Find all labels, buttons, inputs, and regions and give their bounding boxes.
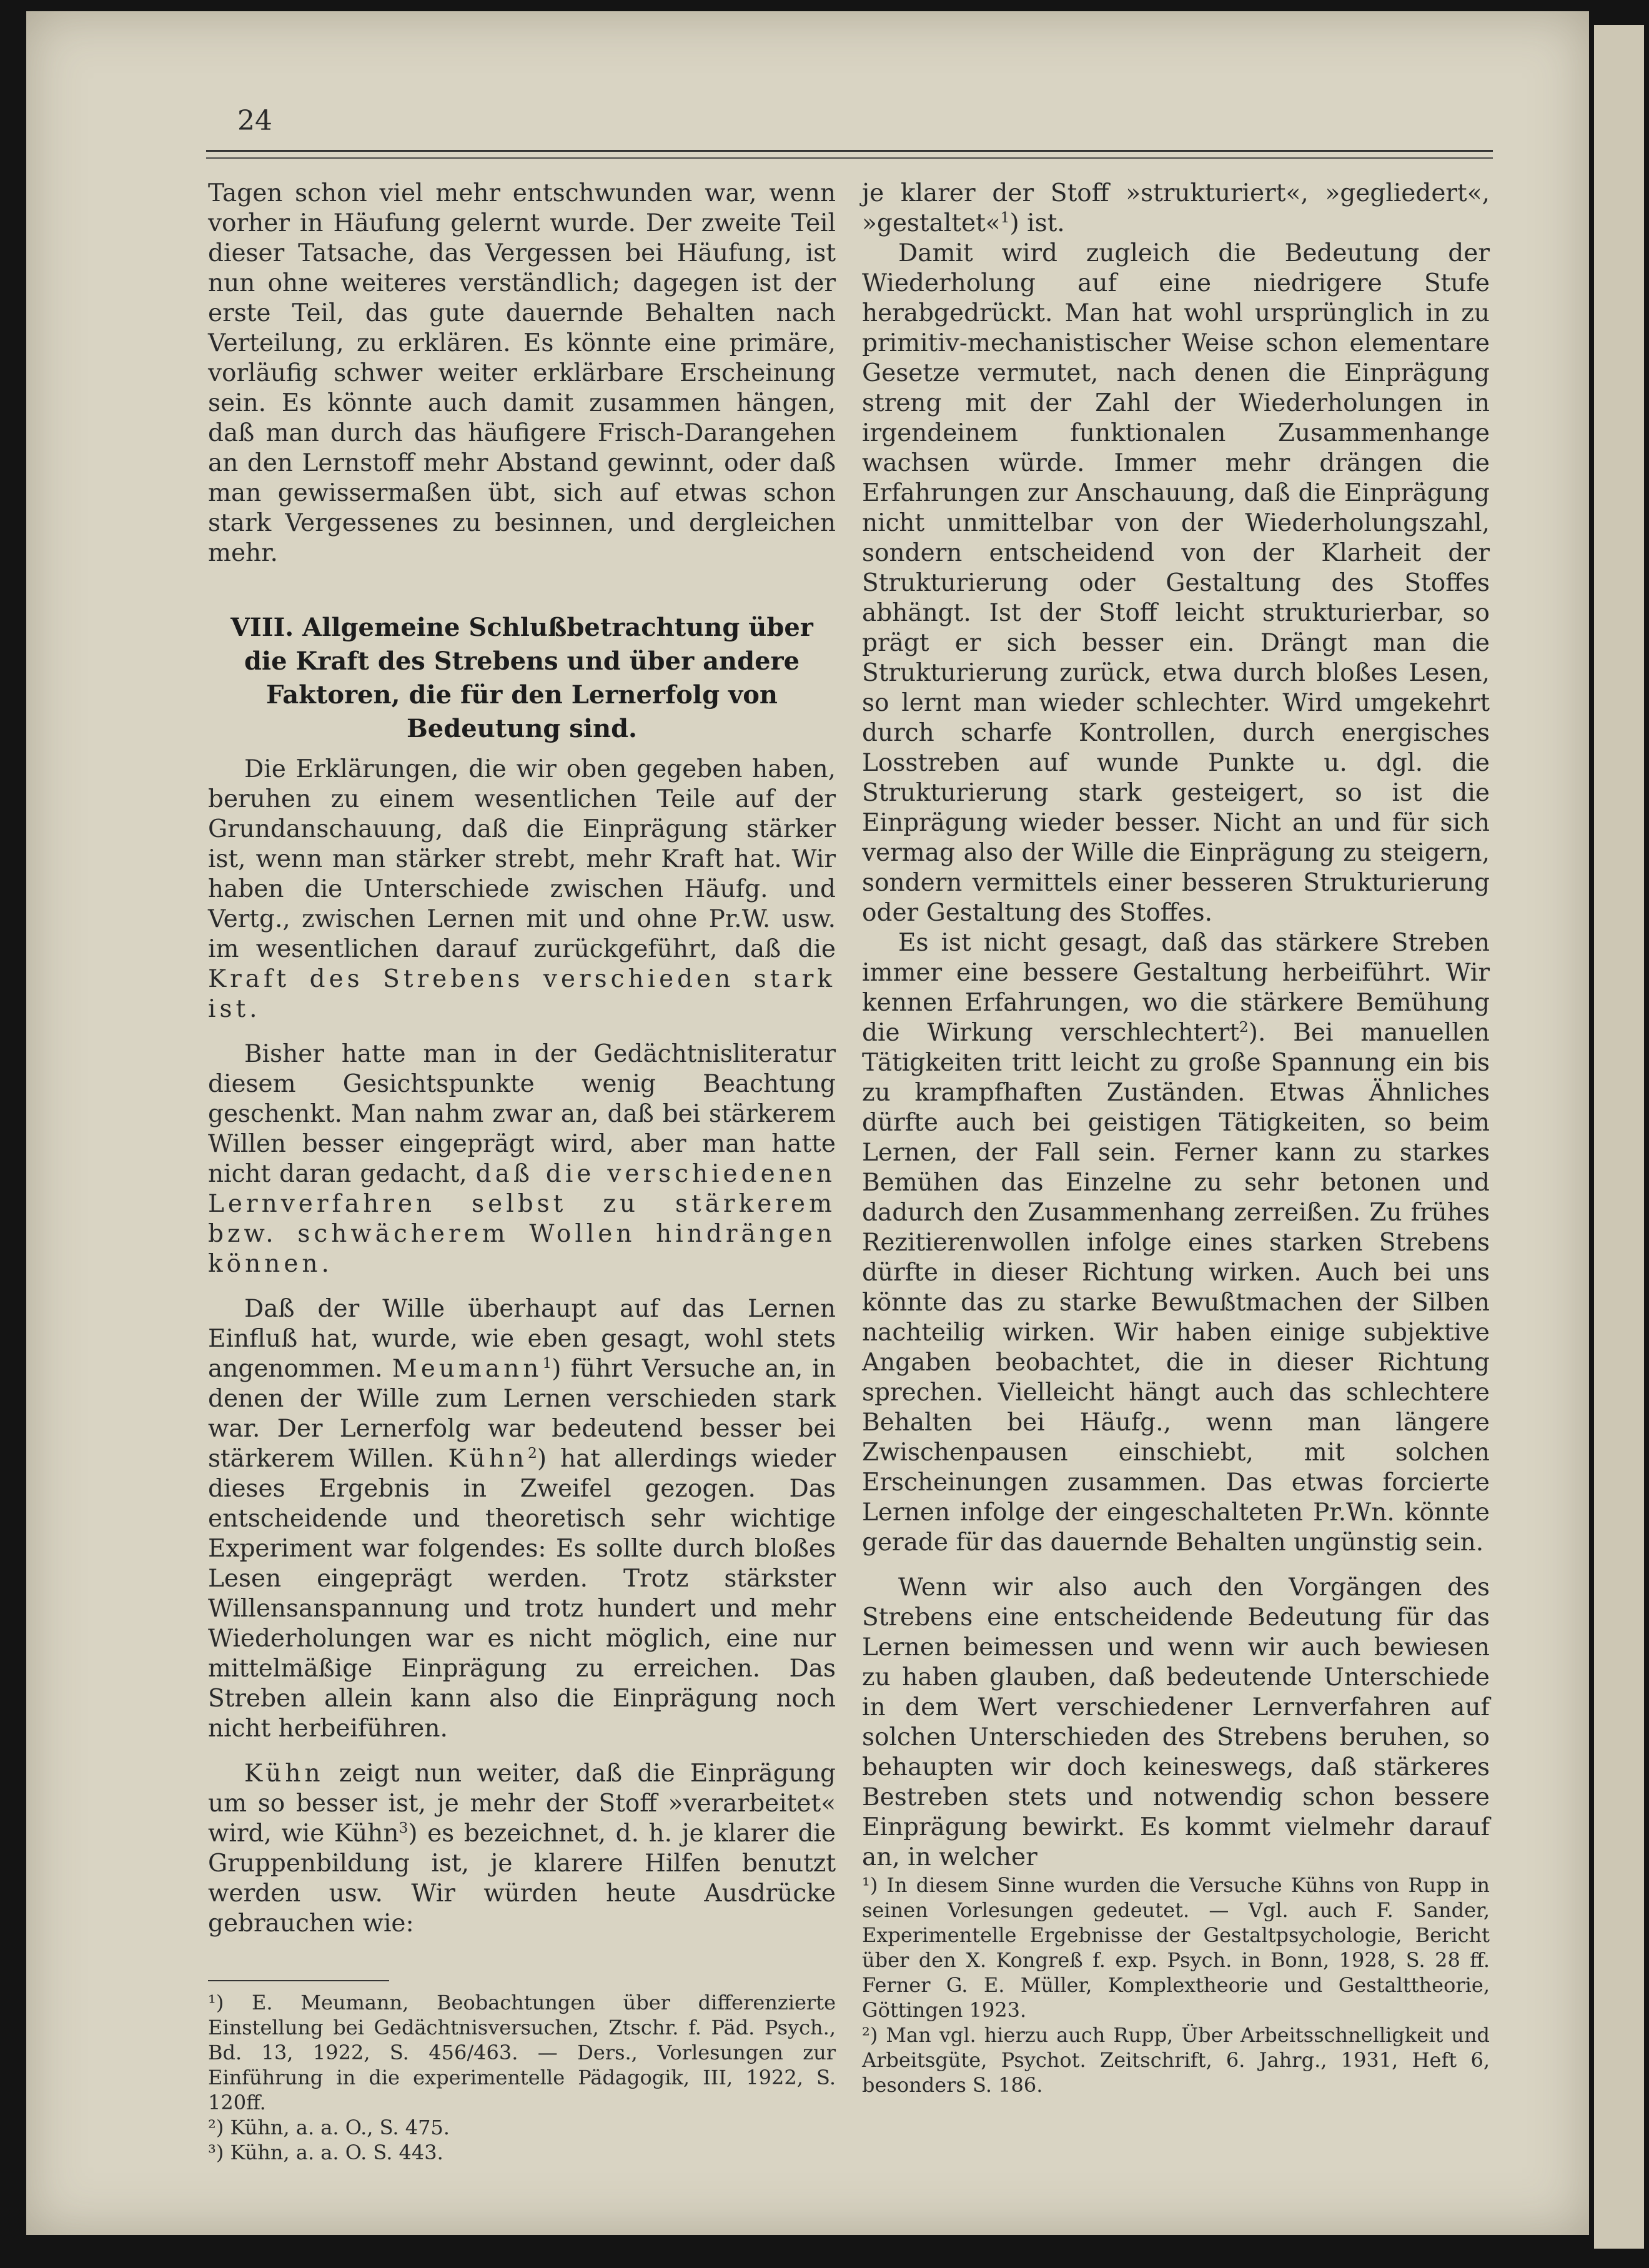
paragraph-text: Die Erklärungen, die wir oben gegeben haben, beruhen zu einem wesentlichen Teile auf der Grundanschauung, daß die Einprägung stärker ist, wenn man stärker strebt, mehr Kraft hat. Wir haben die Unterschiede zwischen Häufg. und Vertg., zwischen Lernen mit und ohne Pr.W. usw. im wesentlichen darauf zurückgeführt, daß die bbox=[208, 755, 836, 963]
footnote: ³) Kühn, a. a. O. S. 443. bbox=[208, 2141, 443, 2164]
footnote-mark: 1 bbox=[1000, 209, 1010, 226]
paragraph bbox=[862, 179, 1490, 239]
paragraph-text: ) hat allerdings wieder dieses Ergebnis in Zweifel gezogen. Das entscheidende und theoretisch sehr wichtige Experiment war folgendes: Es sollte durch bloßes Lesen eingeprägt werden. Trotz stärkster Willensanspannung und trotz hundert und mehr Wiederholungen war es nicht möglich, eine nur mittelmäßige Einprägung zu erreichen. Das Streben allein kann also die Einprägung noch nicht herbeiführen. bbox=[208, 1445, 836, 1743]
footnote-mark: 1 bbox=[542, 1354, 552, 1372]
paragraph-text: ). Bei manuellen Tätigkeiten tritt leicht zu große Spannung ein bis zu krampfhaften Zuständen. Etwas Ähnliches dürfte auch bei geistigen Tätigkeiten, so beim Lernen, der Fall sein. Ferner kann zu starkes Bemühen das Einzelne zu sehr betonen und dadurch den Zusammenhang zerreißen. Zu frühes Rezitierenwollen infolge eines starken Strebens dürfte in dieser Richtung wirken. Auch bei uns könnte das zu starke Bewußtmachen der Silben nachteilig wirken. Wir haben einige subjektive Angaben beobachtet, die in dieser Richtung sprechen. Vielleicht hängt auch das schlechtere Behalten bei Häufg., wenn man längere Zwischenpausen einschiebt, mit solchen Erscheinungen zusammen. Das etwas forcierte Lernen infolge der eingeschalteten Pr.Wn. könnte gerade für das dauernde Behalten ungünstig sein. bbox=[862, 1019, 1490, 1557]
next-page-edge bbox=[1594, 25, 1644, 2249]
paragraph: Tagen schon viel mehr entschwunden war, wenn vorher in Häufung gelernt wurde. Der zweite Teil dieser Tatsache, das Vergessen bei Häufung, ist nun ohne weiteres verständlich; dagegen ist der erste Teil, das gute dauernde Behalten nach Verteilung, zu erklären. Es könnte eine primäre, vorläufig schwer weiter erklärbare Erscheinung sein. Es könnte auch damit zusammen hängen, daß man durch das häufigere Frisch-Darangehen an den Lernstoff mehr Abstand gewinnt, oder daß man gewissermaßen übt, sich auf etwas schon stark Vergessenes zu besinnen, und dergleichen mehr. bbox=[208, 179, 836, 567]
footnote-mark: 3 bbox=[399, 1819, 409, 1836]
paragraph-text: Bisher hatte man in der Gedächtnisliteratur diesem Gesichtspunkte wenig Beachtung geschenkt. Man nahm zwar an, daß bei stärkerem Willen besser eingeprägt wird, aber man hatte nicht daran gedacht, bbox=[208, 1040, 836, 1188]
author-name: Meumann bbox=[392, 1355, 543, 1383]
section-heading: VIII. Allgemeine Schlußbetrachtung über die Kraft des Strebens und über andere Faktoren, die für den Lernerfolg von Bedeutung sind. bbox=[230, 613, 813, 743]
footnote-mark: 2 bbox=[527, 1444, 537, 1462]
paragraph-text: Es ist nicht gesagt, daß das stärkere Streben immer eine bessere Gestaltung herbeiführt. Wir kennen Erfahrungen, wo die stärkere Bemühung die Wirkung verschlechtert bbox=[862, 929, 1490, 1047]
paragraph-text: Daß der Wille überhaupt auf das Lernen Einfluß hat, wurde, wie eben gesagt, wohl stets angenommen. bbox=[208, 1295, 836, 1383]
paragraph bbox=[862, 928, 1490, 1558]
paragraph bbox=[208, 1294, 836, 1744]
footnote: ¹) In diesem Sinne wurden die Versuche Kühns von Rupp in seinen Vorlesungen gedeutet. — Vgl. auch F. Sander, Experimentelle Ergebnisse der Gestaltpsychologie, Bericht über den X. Kongreß f. exp. Psych. in Bonn, 1928, S. 28 ff. Ferner G. E. Müller, Komplextheorie und Gestalttheorie, Göttingen 1923. bbox=[862, 1873, 1490, 2022]
footnote-rule bbox=[208, 1980, 389, 1981]
header-rule-thin bbox=[206, 157, 1493, 159]
page-number: 24 bbox=[237, 105, 272, 137]
author-name: Kühn bbox=[244, 1760, 324, 1788]
right-column bbox=[862, 179, 1490, 2097]
paragraph bbox=[208, 755, 836, 1024]
footnote: ²) Man vgl. hierzu auch Rupp, Über Arbeitsschnelligkeit und Arbeitsgüte, Psychot. Zeitschrift, 6. Jahrg., 1931, Heft 6, besonders S. 186. bbox=[862, 2023, 1490, 2097]
paragraph-text: ) führt Versuche an, in denen der Wille zum Lernen verschieden stark war. Der Lernerfolg war bedeutend besser bei stärkerem Willen. bbox=[208, 1355, 836, 1473]
header-rule bbox=[206, 150, 1493, 152]
spaced-emphasis: Kraft des Strebens verschieden stark ist. bbox=[208, 965, 836, 1023]
paragraph-text: ) ist. bbox=[1009, 209, 1065, 237]
paragraph bbox=[208, 1039, 836, 1279]
left-column bbox=[208, 179, 836, 2165]
paragraph: Wenn wir also auch den Vorgängen des Strebens eine entscheidende Bedeutung für das Lernen beimessen und wenn wir auch bewiesen zu haben glauben, daß bedeutende Unterschiede in dem Wert verschiedener Lernverfahren auf solchen Unterschieden des Strebens beruhen, so behaupten wir doch keineswegs, daß stärkeres Bestreben stets und notwendig schon bessere Einprägung bewirkt. Es kommt vielmehr darauf an, in welcher bbox=[862, 1573, 1490, 1871]
paragraph-text: zeigt nun weiter, daß die Einprägung um so besser ist, je mehr der Stoff »verarbeitet« wird, wie Kühn bbox=[208, 1760, 836, 1848]
paragraph-text: ) es bezeichnet, d. h. je klarer die Gruppenbildung ist, je klarere Hilfen benutzt werden usw. Wir würden heute Ausdrücke gebrauchen wie: bbox=[208, 1820, 836, 1938]
paragraph-text: je klarer der Stoff »strukturiert«, »gegliedert«, »gestaltet« bbox=[862, 179, 1490, 237]
footnote: ¹) E. Meumann, Beobachtungen über differenzierte Einstellung bei Gedächtnisversuchen, Ztschr. f. Päd. Psych., Bd. 13, 1922, S. 456/463. — Ders., Vorlesungen zur Einführung in die experimentelle Pädagogik, III, 1922, S. 120ff. bbox=[208, 1991, 836, 2114]
author-name: Kühn bbox=[448, 1445, 528, 1473]
paragraph bbox=[208, 1759, 836, 1939]
footnote-mark: 2 bbox=[1239, 1018, 1249, 1036]
paragraph: Damit wird zugleich die Bedeutung der Wiederholung auf eine niedrigere Stufe herabgedrückt. Man hat wohl ursprünglich in zu primitiv-mechanistischer Weise schon elementare Gesetze vermutet, nach denen die Einprägung streng mit der Zahl der Wiederholungen in irgendeinem funktionalen Zusammenhange wachsen würde. Immer mehr drängen die Erfahrungen zur Anschauung, daß die Einprägung nicht unmittelbar von der Wiederholungszahl, sondern entscheidend von der Klarheit der Strukturierung oder Gestaltung des Stoffes abhängt. Ist der Stoff leicht strukturierbar, so prägt er sich besser ein. Drängt man die Strukturierung zurück, etwa durch bloßes Lesen, so lernt man wieder schlechter. Wird umgekehrt durch scharfe Kontrollen, durch energisches Losstreben auf wunde Punkte u. dgl. die Strukturierung stark gesteigert, so ist die Einprägung wieder besser. Nicht an und für sich vermag also der Wille die Einprägung zu steigern, sondern vermittels einer besseren Strukturierung oder Gestaltung des Stoffes. bbox=[862, 239, 1490, 927]
footnote: ²) Kühn, a. a. O., S. 475. bbox=[208, 2116, 450, 2139]
spaced-emphasis: daß die verschiedenen Lernverfahren selbst zu stärkerem bzw. schwächerem Wollen hindrängen können. bbox=[208, 1160, 836, 1278]
